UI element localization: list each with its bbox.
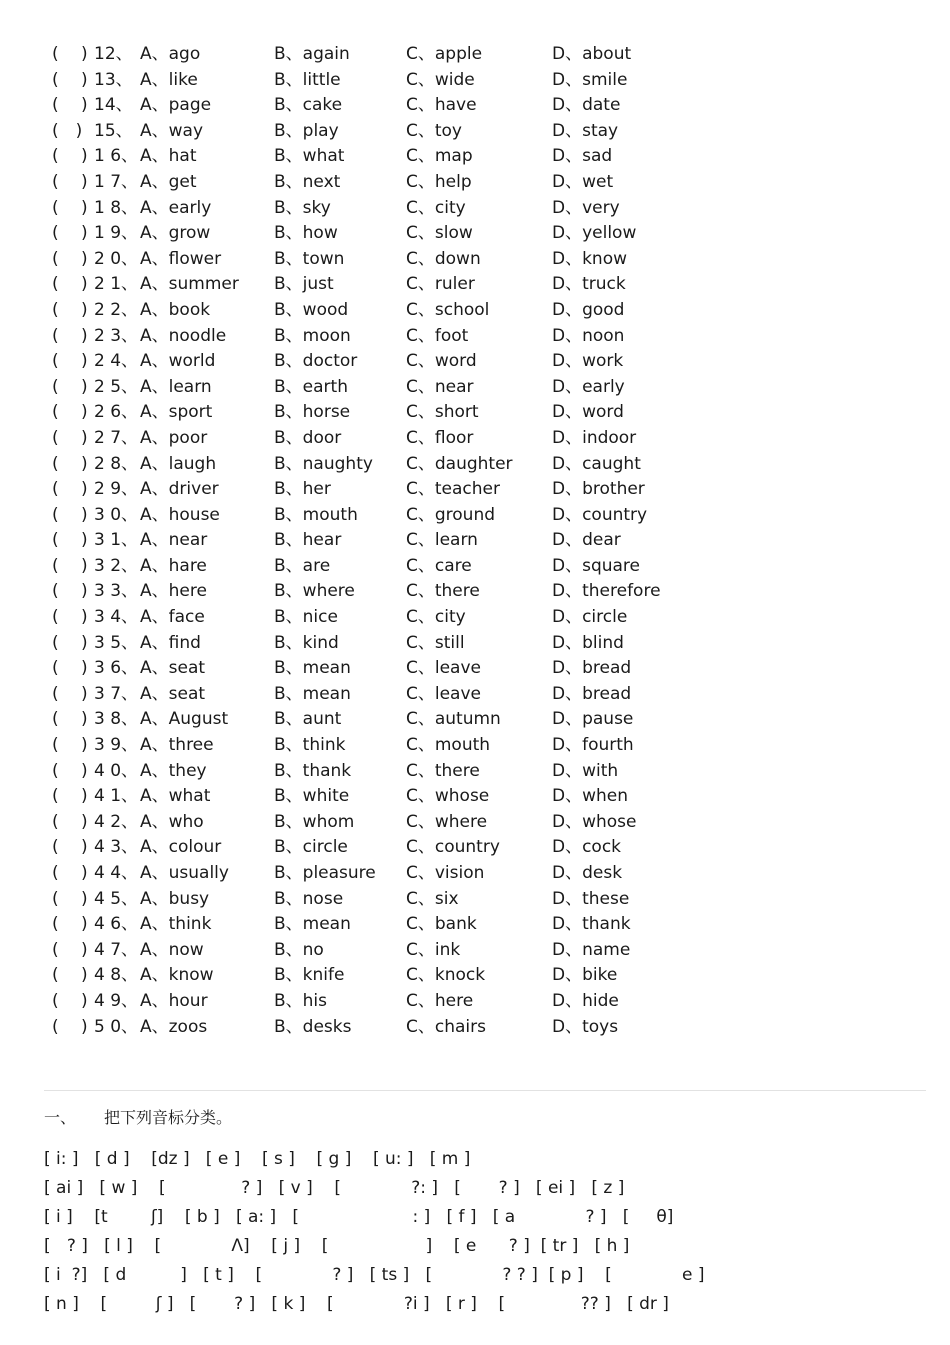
- option-b: B、no: [274, 939, 324, 960]
- question-number: 3 7、: [94, 683, 139, 704]
- question-row: [52, 733, 932, 759]
- answer-paren: ( ): [52, 530, 88, 551]
- question-number: 4 4、: [94, 863, 139, 883]
- question-number: 2 4、: [94, 351, 139, 372]
- option-d: D、bike: [552, 965, 618, 986]
- option-c: C、vision: [406, 863, 485, 883]
- option-b: B、his: [274, 990, 328, 1011]
- option-d: D、smile: [552, 69, 628, 90]
- option-a: A、know: [140, 965, 214, 986]
- question-row: [52, 503, 932, 529]
- option-a: A、find: [140, 632, 201, 653]
- option-b: B、hear: [274, 530, 342, 551]
- option-c: C、toy: [406, 120, 462, 141]
- option-b: B、doctor: [274, 351, 358, 372]
- option-d: D、caught: [552, 453, 641, 474]
- option-a: A、get: [140, 171, 197, 192]
- option-c: C、care: [406, 555, 472, 576]
- option-a: A、zoos: [140, 1016, 208, 1037]
- answer-paren: ( ): [52, 171, 88, 192]
- option-c: C、still: [406, 632, 465, 653]
- option-c: C、slow: [406, 223, 473, 244]
- question-number: 1 7、: [94, 171, 139, 192]
- question-number: 4 9、: [94, 990, 139, 1011]
- option-a: A、hour: [140, 990, 208, 1011]
- question-row: [52, 631, 932, 657]
- option-c: C、word: [406, 351, 477, 372]
- question-row: [52, 400, 932, 426]
- phonetic-row: [ i: ] [ d ] [dz ] [ e ] [ s ] [ g ] [ u: ] [ m ]: [44, 1149, 471, 1169]
- answer-paren: ( ): [52, 299, 88, 320]
- option-c: C、bank: [406, 914, 477, 935]
- option-d: D、truck: [552, 274, 626, 295]
- option-d: D、dear: [552, 530, 621, 551]
- option-a: A、page: [140, 95, 212, 116]
- option-a: A、summer: [140, 274, 239, 295]
- answer-paren: ( ): [52, 965, 88, 986]
- question-number: 1 9、: [94, 223, 139, 244]
- option-a: A、driver: [140, 479, 219, 500]
- question-row: [52, 963, 932, 989]
- phonetic-row: [ ? ] [ l ] [ Λ] [ j ] [ ] [ e ? ] [ tr ] [ h ]: [44, 1236, 630, 1256]
- answer-paren: ( ): [52, 709, 88, 730]
- option-d: D、fourth: [552, 735, 634, 756]
- option-d: D、with: [552, 760, 619, 781]
- question-row: [52, 707, 932, 733]
- option-c: C、leave: [406, 658, 481, 679]
- option-a: A、who: [140, 811, 204, 832]
- section-title: 把下列音标分类。: [104, 1108, 233, 1127]
- option-b: B、just: [274, 274, 334, 295]
- answer-paren: ( ): [52, 376, 88, 397]
- question-list: [52, 42, 932, 1040]
- option-a: A、noodle: [140, 325, 227, 346]
- option-b: B、kind: [274, 632, 339, 653]
- option-b: B、think: [274, 735, 346, 756]
- question-row: [52, 144, 932, 170]
- option-c: C、near: [406, 376, 474, 397]
- option-d: D、thank: [552, 914, 631, 935]
- question-row: [52, 221, 932, 247]
- option-b: B、nice: [274, 607, 338, 628]
- option-b: B、earth: [274, 376, 348, 397]
- option-d: D、date: [552, 95, 621, 116]
- option-b: B、are: [274, 555, 331, 576]
- answer-paren: ( ): [52, 95, 88, 116]
- question-number: 4 2、: [94, 811, 139, 832]
- option-d: D、these: [552, 888, 630, 909]
- option-b: B、mouth: [274, 504, 358, 525]
- option-b: B、door: [274, 427, 342, 448]
- answer-paren: ( ): [52, 274, 88, 295]
- option-d: D、indoor: [552, 427, 637, 448]
- option-d: D、when: [552, 786, 629, 807]
- question-row: [52, 656, 932, 682]
- question-row: [52, 861, 932, 887]
- option-a: A、three: [140, 735, 214, 756]
- option-b: B、horse: [274, 402, 351, 423]
- option-b: B、nose: [274, 888, 344, 909]
- option-b: B、again: [274, 44, 350, 64]
- option-a: A、colour: [140, 837, 222, 858]
- question-number: 3 4、: [94, 607, 139, 628]
- option-a: A、early: [140, 197, 212, 218]
- option-c: C、ink: [406, 939, 461, 960]
- answer-paren: ( ): [52, 786, 88, 807]
- option-d: D、cock: [552, 837, 622, 858]
- question-row: [52, 810, 932, 836]
- option-d: D、stay: [552, 120, 619, 141]
- option-c: C、daughter: [406, 453, 513, 474]
- question-number: 15、: [94, 120, 133, 141]
- question-number: 4 5、: [94, 888, 139, 909]
- option-d: D、know: [552, 248, 628, 269]
- answer-paren: ( ): [52, 555, 88, 576]
- option-d: D、sad: [552, 146, 613, 167]
- answer-paren: ( ): [52, 44, 88, 64]
- option-b: B、mean: [274, 658, 351, 679]
- question-row: [52, 554, 932, 580]
- option-a: A、grow: [140, 223, 211, 244]
- option-d: D、country: [552, 504, 648, 525]
- answer-paren: ( ): [52, 760, 88, 781]
- option-c: C、whose: [406, 786, 490, 807]
- option-c: C、help: [406, 171, 472, 192]
- question-row: [52, 759, 932, 785]
- option-c: C、country: [406, 837, 500, 858]
- question-row: [52, 324, 932, 350]
- question-number: 3 8、: [94, 709, 139, 730]
- question-row: [52, 835, 932, 861]
- question-row: [52, 272, 932, 298]
- option-b: B、cake: [274, 95, 343, 116]
- option-c: C、here: [406, 990, 474, 1011]
- answer-paren: ( ): [52, 863, 88, 883]
- option-c: C、city: [406, 197, 466, 218]
- option-c: C、wide: [406, 69, 475, 90]
- option-a: A、seat: [140, 658, 206, 679]
- option-d: D、about: [552, 44, 632, 64]
- option-d: D、bread: [552, 658, 632, 679]
- question-number: 2 3、: [94, 325, 139, 346]
- answer-paren: ( ): [52, 351, 88, 372]
- option-d: D、desk: [552, 863, 623, 883]
- option-b: B、thank: [274, 760, 352, 781]
- question-row: [52, 68, 932, 94]
- option-b: B、moon: [274, 325, 351, 346]
- option-d: D、brother: [552, 479, 645, 500]
- option-b: B、desks: [274, 1016, 352, 1037]
- option-c: C、there: [406, 581, 480, 602]
- option-b: B、what: [274, 146, 345, 167]
- option-a: A、like: [140, 69, 198, 90]
- answer-paren: ( ): [52, 120, 83, 141]
- option-a: A、flower: [140, 248, 222, 269]
- answer-paren: ( ): [52, 453, 88, 474]
- option-c: C、six: [406, 888, 459, 909]
- question-number: 3 0、: [94, 504, 139, 525]
- option-a: A、laugh: [140, 453, 217, 474]
- question-row: [52, 938, 932, 964]
- question-number: 1 8、: [94, 197, 139, 218]
- option-d: D、very: [552, 197, 620, 218]
- question-number: 14、: [94, 95, 133, 116]
- option-a: A、hare: [140, 555, 207, 576]
- option-a: A、usually: [140, 863, 229, 883]
- option-d: D、square: [552, 555, 641, 576]
- answer-paren: ( ): [52, 632, 88, 653]
- option-d: D、therefore: [552, 581, 661, 602]
- option-b: B、pleasure: [274, 863, 376, 883]
- answer-paren: ( ): [52, 427, 88, 448]
- option-b: B、little: [274, 69, 341, 90]
- question-number: 5 0、: [94, 1016, 139, 1037]
- option-b: B、where: [274, 581, 355, 602]
- phonetic-row: [ n ] [ ʃ ] [ ? ] [ k ] [ ?i ] [ r ] [ ?? ] [ dr ]: [44, 1294, 669, 1314]
- answer-paren: ( ): [52, 146, 88, 167]
- question-number: 2 8、: [94, 453, 139, 474]
- option-a: A、poor: [140, 427, 208, 448]
- answer-paren: ( ): [52, 197, 88, 218]
- question-row: [52, 426, 932, 452]
- option-a: A、busy: [140, 888, 210, 909]
- question-number: 4 8、: [94, 965, 139, 986]
- question-number: 4 3、: [94, 837, 139, 858]
- option-c: C、there: [406, 760, 480, 781]
- question-number: 2 6、: [94, 402, 139, 423]
- option-c: C、leave: [406, 683, 481, 704]
- question-row: [52, 247, 932, 273]
- option-a: A、way: [140, 120, 204, 141]
- option-b: B、next: [274, 171, 341, 192]
- option-c: C、learn: [406, 530, 478, 551]
- option-c: C、floor: [406, 427, 474, 448]
- question-row: [52, 528, 932, 554]
- question-row: [52, 605, 932, 631]
- option-d: D、blind: [552, 632, 624, 653]
- option-a: A、hat: [140, 146, 197, 167]
- option-b: B、white: [274, 786, 350, 807]
- answer-paren: ( ): [52, 479, 88, 500]
- option-c: C、short: [406, 402, 479, 423]
- option-a: A、seat: [140, 683, 206, 704]
- question-number: 3 9、: [94, 735, 139, 756]
- phonetic-row: [ i ?] [ d ] [ t ] [ ? ] [ ts ] [ ? ? ] [ p ] [ e ]: [44, 1265, 705, 1285]
- option-b: B、mean: [274, 914, 351, 935]
- option-d: D、word: [552, 402, 624, 423]
- option-c: C、map: [406, 146, 473, 167]
- question-row: [52, 912, 932, 938]
- option-c: C、apple: [406, 44, 483, 64]
- option-c: C、knock: [406, 965, 486, 986]
- option-b: B、how: [274, 223, 338, 244]
- question-number: 3 1、: [94, 530, 139, 551]
- option-b: B、whom: [274, 811, 355, 832]
- question-number: 3 3、: [94, 581, 139, 602]
- answer-paren: ( ): [52, 914, 88, 935]
- option-b: B、naughty: [274, 453, 373, 474]
- question-row: [52, 452, 932, 478]
- option-d: D、wet: [552, 171, 614, 192]
- answer-paren: ( ): [52, 811, 88, 832]
- option-a: A、face: [140, 607, 205, 628]
- option-d: D、noon: [552, 325, 625, 346]
- option-d: D、pause: [552, 709, 634, 730]
- question-number: 2 7、: [94, 427, 139, 448]
- option-a: A、learn: [140, 376, 212, 397]
- answer-paren: ( ): [52, 888, 88, 909]
- option-c: C、teacher: [406, 479, 500, 500]
- option-c: C、have: [406, 95, 477, 116]
- option-c: C、down: [406, 248, 481, 269]
- answer-paren: ( ): [52, 581, 88, 602]
- option-d: D、work: [552, 351, 624, 372]
- option-a: A、house: [140, 504, 220, 525]
- section-number: 一、: [44, 1108, 77, 1127]
- option-d: D、good: [552, 299, 625, 320]
- option-a: A、here: [140, 581, 207, 602]
- option-a: A、world: [140, 351, 216, 372]
- option-a: A、now: [140, 939, 204, 960]
- question-row: [52, 887, 932, 913]
- phonetic-row: [ ai ] [ w ] [ ? ] [ v ] [ ?: ] [ ? ] [ ei ] [ z ]: [44, 1178, 625, 1198]
- option-b: B、circle: [274, 837, 348, 858]
- question-row: [52, 42, 932, 68]
- answer-paren: ( ): [52, 990, 88, 1011]
- option-d: D、toys: [552, 1016, 619, 1037]
- answer-paren: ( ): [52, 658, 88, 679]
- answer-paren: ( ): [52, 223, 88, 244]
- option-c: C、city: [406, 607, 466, 628]
- question-number: 4 7、: [94, 939, 139, 960]
- question-row: [52, 989, 932, 1015]
- option-b: B、her: [274, 479, 331, 500]
- question-row: [52, 349, 932, 375]
- question-number: 2 9、: [94, 479, 139, 500]
- question-number: 2 2、: [94, 299, 139, 320]
- option-d: D、bread: [552, 683, 632, 704]
- question-number: 2 5、: [94, 376, 139, 397]
- option-a: A、near: [140, 530, 208, 551]
- option-d: D、hide: [552, 990, 619, 1011]
- question-number: 2 1、: [94, 274, 139, 295]
- option-d: D、name: [552, 939, 631, 960]
- question-row: [52, 170, 932, 196]
- question-row: [52, 375, 932, 401]
- option-c: C、where: [406, 811, 488, 832]
- answer-paren: ( ): [52, 325, 88, 346]
- question-number: 4 0、: [94, 760, 139, 781]
- option-d: D、circle: [552, 607, 628, 628]
- option-c: C、foot: [406, 325, 469, 346]
- option-a: A、what: [140, 786, 211, 807]
- option-c: C、ground: [406, 504, 496, 525]
- option-c: C、mouth: [406, 735, 491, 756]
- option-c: C、autumn: [406, 709, 501, 730]
- option-d: D、early: [552, 376, 625, 397]
- answer-paren: ( ): [52, 683, 88, 704]
- phonetic-row: [ i ] [t ʃ] [ b ] [ a: ] [ : ] [ f ] [ a ? ] [ θ]: [44, 1207, 674, 1227]
- option-a: A、think: [140, 914, 212, 935]
- question-number: 3 6、: [94, 658, 139, 679]
- question-row: [52, 477, 932, 503]
- answer-paren: ( ): [52, 607, 88, 628]
- answer-paren: ( ): [52, 837, 88, 858]
- option-b: B、wood: [274, 299, 349, 320]
- option-b: B、knife: [274, 965, 345, 986]
- option-b: B、mean: [274, 683, 351, 704]
- divider: [44, 1090, 926, 1091]
- answer-paren: ( ): [52, 504, 88, 525]
- option-d: D、yellow: [552, 223, 637, 244]
- question-row: [52, 682, 932, 708]
- question-row: [52, 196, 932, 222]
- section-heading: [44, 1105, 232, 1128]
- question-number: 4 6、: [94, 914, 139, 935]
- option-a: A、ago: [140, 44, 201, 64]
- option-b: B、aunt: [274, 709, 342, 730]
- answer-paren: ( ): [52, 402, 88, 423]
- option-a: A、book: [140, 299, 211, 320]
- answer-paren: ( ): [52, 939, 88, 960]
- option-b: B、play: [274, 120, 339, 141]
- question-row: [52, 298, 932, 324]
- question-number: 4 1、: [94, 786, 139, 807]
- option-b: B、sky: [274, 197, 331, 218]
- answer-paren: ( ): [52, 735, 88, 756]
- option-c: C、school: [406, 299, 490, 320]
- question-number: 1 6、: [94, 146, 139, 167]
- answer-paren: ( ): [52, 1016, 88, 1037]
- option-d: D、whose: [552, 811, 637, 832]
- question-number: 2 0、: [94, 248, 139, 269]
- question-row: [52, 119, 932, 145]
- option-c: C、ruler: [406, 274, 475, 295]
- question-number: 12、: [94, 44, 133, 64]
- question-row: [52, 1015, 932, 1041]
- option-a: A、they: [140, 760, 207, 781]
- answer-paren: ( ): [52, 69, 88, 90]
- phonetic-symbol-list: [44, 1145, 934, 1319]
- option-a: A、August: [140, 709, 229, 730]
- question-row: [52, 579, 932, 605]
- question-row: [52, 93, 932, 119]
- answer-paren: ( ): [52, 248, 88, 269]
- option-c: C、chairs: [406, 1016, 486, 1037]
- option-a: A、sport: [140, 402, 213, 423]
- question-number: 3 5、: [94, 632, 139, 653]
- question-number: 3 2、: [94, 555, 139, 576]
- question-row: [52, 784, 932, 810]
- question-number: 13、: [94, 69, 133, 90]
- option-b: B、town: [274, 248, 345, 269]
